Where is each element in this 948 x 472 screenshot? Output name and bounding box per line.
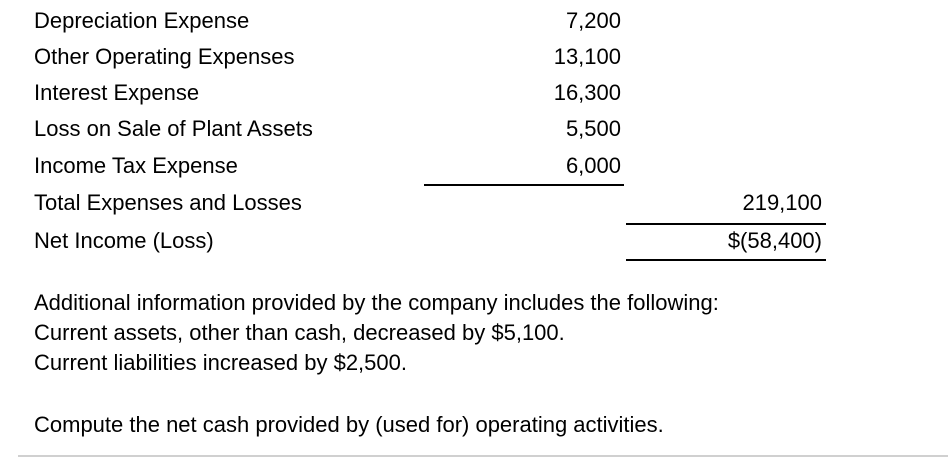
additional-info-intro: Additional information provided by the company includes the following: xyxy=(34,290,719,315)
row-label: Interest Expense xyxy=(34,80,200,105)
net-income-underline xyxy=(626,259,826,261)
total-underline xyxy=(626,223,826,225)
row-total: $(58,400) xyxy=(727,228,822,253)
statement-row-loss-on-sale xyxy=(0,114,948,144)
statement-row-other-operating xyxy=(0,42,948,72)
row-label: Net Income (Loss) xyxy=(34,228,214,253)
subtotal-underline xyxy=(424,184,624,186)
row-amount: 6,000 xyxy=(565,153,621,178)
row-total: 219,100 xyxy=(742,190,822,215)
question-text: Compute the net cash provided by (used for) operating activities. xyxy=(34,412,664,437)
row-amount: 16,300 xyxy=(553,80,621,105)
row-label: Income Tax Expense xyxy=(34,153,238,178)
additional-info-current-liabilities: Current liabilities increased by $2,500. xyxy=(34,350,407,375)
row-label: Total Expenses and Losses xyxy=(34,190,302,215)
statement-row-total-expenses xyxy=(0,188,948,218)
row-amount: 13,100 xyxy=(553,44,621,69)
statement-row-net-income xyxy=(0,226,948,256)
statement-row-interest xyxy=(0,78,948,108)
statement-row-income-tax xyxy=(0,151,948,181)
row-label: Depreciation Expense xyxy=(34,8,250,33)
statement-row-depreciation xyxy=(0,6,948,36)
row-amount: 7,200 xyxy=(565,8,621,33)
row-amount: 5,500 xyxy=(565,116,621,141)
additional-info-current-assets: Current assets, other than cash, decreased by $5,100. xyxy=(34,320,565,345)
bottom-divider xyxy=(18,455,948,457)
row-label: Other Operating Expenses xyxy=(34,44,295,69)
row-label: Loss on Sale of Plant Assets xyxy=(34,116,313,141)
